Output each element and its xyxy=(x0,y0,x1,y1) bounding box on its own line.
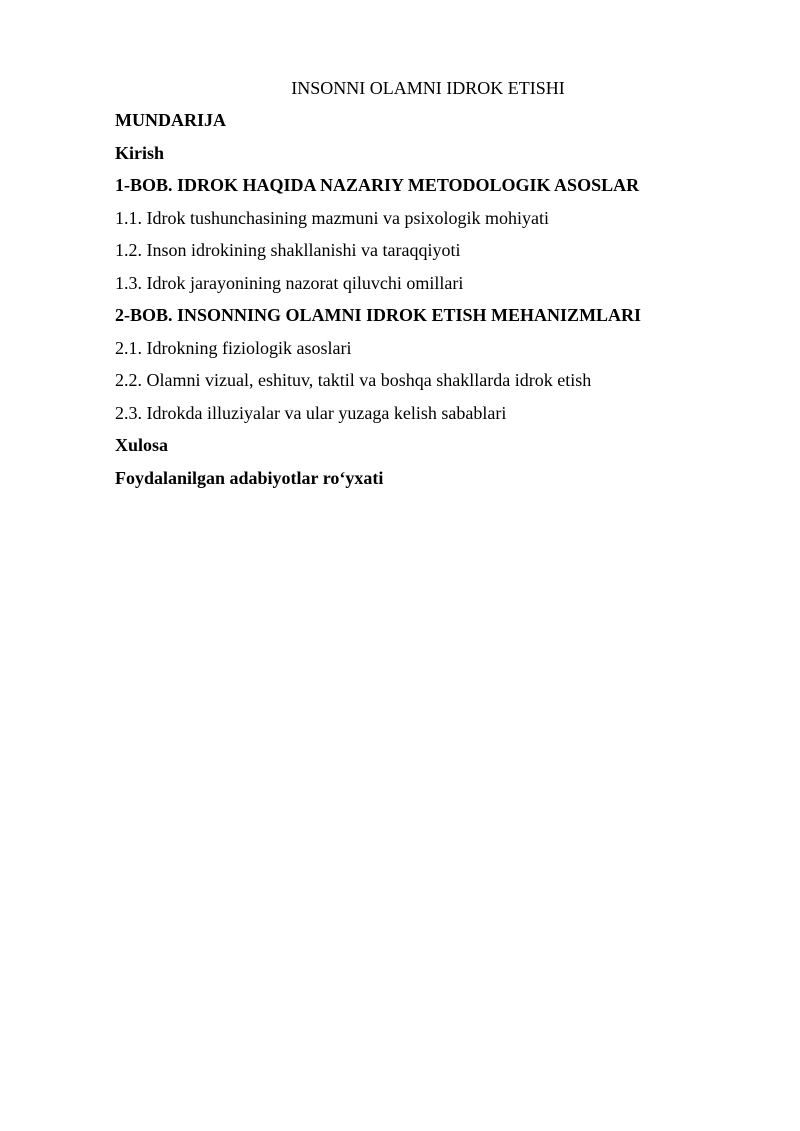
document-title: INSONNI OLAMNI IDROK ETISHI xyxy=(291,78,565,98)
toc-entry-section-2-2: 2.2. Olamni vizual, eshituv, taktil va boshqa shakllarda idrok etish xyxy=(115,370,592,390)
toc-entry-section-1-1: 1.1. Idrok tushunchasining mazmuni va psixologik mohiyati xyxy=(115,207,549,228)
toc-entry-chapter-1: 1-BOB. IDROK HAQIDA NAZARIY METODOLOGIK ASOSLAR xyxy=(115,175,640,195)
toc-entry-xulosa: Xulosa xyxy=(115,435,169,455)
toc-entry-kirish: Kirish xyxy=(115,142,165,163)
table-of-contents xyxy=(115,109,755,499)
toc-entry-section-2-3: 2.3. Idrokda illuziyalar va ular yuzaga kelish sabablari xyxy=(115,402,507,423)
toc-entry-chapter-2: 2-BOB. INSONNING OLAMNI IDROK ETISH MEHANIZMLARI xyxy=(115,305,642,325)
toc-entry-section-1-3: 1.3. Idrok jarayonining nazorat qiluvchi omillari xyxy=(115,272,464,293)
toc-entry-section-1-2: 1.2. Inson idrokining shakllanishi va taraqqiyoti xyxy=(115,240,461,260)
toc-heading: MUNDARIJA xyxy=(115,110,226,130)
toc-entry-bibliography: Foydalanilgan adabiyotlar ro‘yxati xyxy=(115,467,384,488)
toc-entry-section-2-1: 2.1. Idrokning fiziologik asoslari xyxy=(115,337,352,358)
